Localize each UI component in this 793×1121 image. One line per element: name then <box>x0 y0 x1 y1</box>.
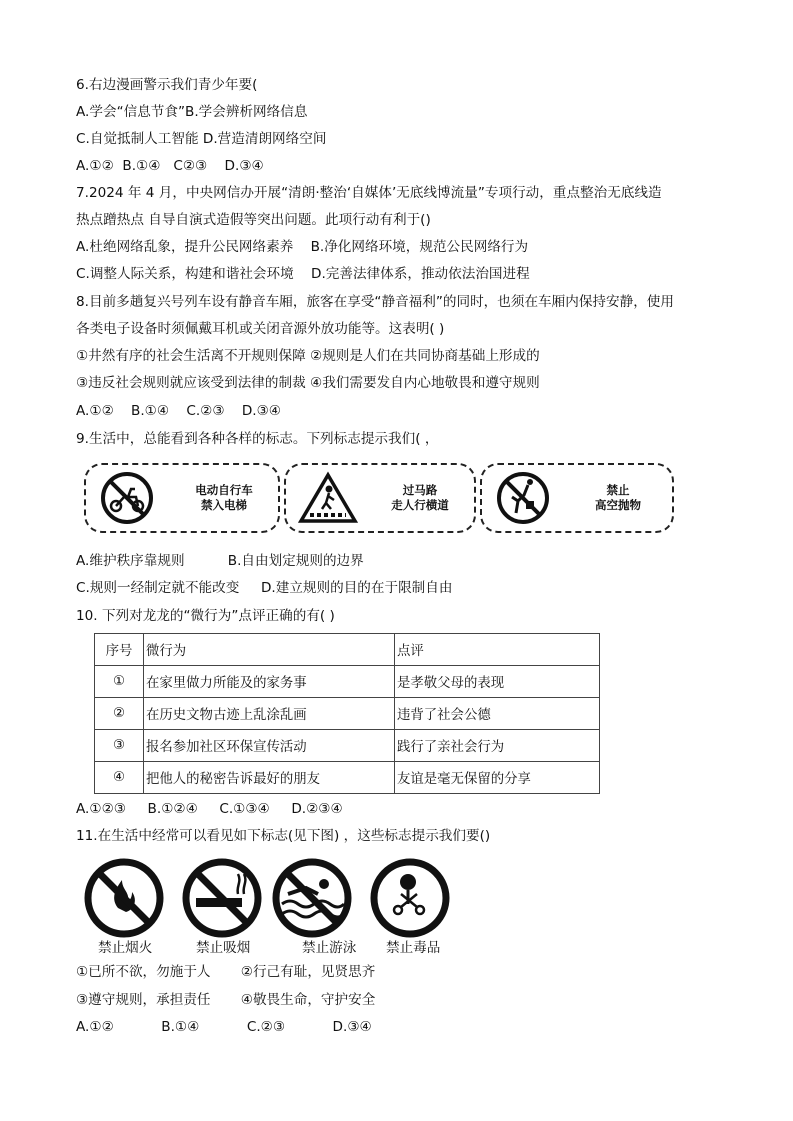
sign2-line1: 过马路 <box>402 483 438 497</box>
no-swimming-icon <box>276 862 348 934</box>
table-row <box>95 762 600 794</box>
table-row <box>95 698 600 730</box>
q9-sign-row <box>84 463 674 535</box>
sign3-line2: 高空抛物 <box>595 498 641 512</box>
row-number: ④ <box>95 762 144 794</box>
table-row <box>95 730 600 762</box>
no-throwing-icon <box>494 471 552 525</box>
no-fire-icon <box>88 862 160 934</box>
label-no-swimming: 禁止游泳 <box>302 940 357 956</box>
row-comment: 违背了社会公德 <box>395 698 600 730</box>
q8-answers: A.①② B.①④ C.②③ D.③④ <box>76 403 281 419</box>
q10-table <box>94 633 600 794</box>
q7-stem-line2: 热点蹭热点 自导自演式造假等突出问题。此项行动有利于() <box>76 212 431 228</box>
q11-statements-34: ③遵守规则，承担责任 ④敬畏生命，守护安全 <box>76 992 376 1008</box>
q7-option-cd: C.调整人际关系，构建和谐社会环境 D.完善法律体系，推动依法治国进程 <box>76 266 530 282</box>
row-comment: 是孝敬父母的表现 <box>395 666 600 698</box>
q11-statements-12: ①已所不欲，勿施于人 ②行己有耻，见贤思齐 <box>76 964 376 980</box>
sign-no-throwing <box>480 463 674 533</box>
label-no-smoking: 禁止吸烟 <box>196 940 251 956</box>
no-smoking-icon <box>186 862 258 934</box>
q6-option-ab: A.学会“信息节食”B.学会辨析网络信息 <box>76 104 308 120</box>
q8-stem-line1: 8.目前多趟复兴号列车设有静音车厢，旅客在享受“静音福利”的同时，也须在车厢内保持安静，使用 <box>76 294 674 310</box>
sign3-line1: 禁止 <box>606 483 630 497</box>
q11-sign-row <box>82 858 462 938</box>
q10-stem: 10. 下列对龙龙的“微行为”点评正确的有( ) <box>76 608 335 624</box>
label-no-drugs: 禁止毒品 <box>386 940 441 956</box>
sign1-line1: 电动自行车 <box>195 483 253 497</box>
row-comment: 友谊是毫无保留的分享 <box>395 762 600 794</box>
q8-stem-line2: 各类电子设备时须佩戴耳机或关闭音源外放功能等。这表明( ) <box>76 321 445 337</box>
sign-no-ebike-elevator <box>84 463 280 533</box>
q7-option-ab: A.杜绝网络乱象，提升公民网络素养 B.净化网络环境，规范公民网络行为 <box>76 239 529 255</box>
q6-stem: 6.右边漫画警示我们青少年要( <box>76 77 258 93</box>
no-drugs-icon <box>374 862 446 934</box>
header-behavior: 微行为 <box>144 634 395 666</box>
row-comment: 践行了亲社会行为 <box>395 730 600 762</box>
q9-stem: 9.生活中，总能看到各种各样的标志。下列标志提示我们( ， <box>76 431 439 447</box>
row-number: ② <box>95 698 144 730</box>
q8-statements-12: ①井然有序的社会生活离不开规则保障 ②规则是人们在共同协商基础上形成的 <box>76 348 540 364</box>
q7-stem-line1: 7.2024 年 4 月，中央网信办开展“清朗·整治‘自媒体’无底线博流量”专项行动，重点整治无底线造 <box>76 185 662 201</box>
row-number: ① <box>95 666 144 698</box>
row-behavior: 把他人的秘密告诉最好的朋友 <box>144 762 395 794</box>
q9-option-cd: C.规则一经制定就不能改变 D.建立规则的目的在于限制自由 <box>76 580 453 596</box>
q11-answers: A.①② B.①④ C.②③ D.③④ <box>76 1019 372 1035</box>
q9-option-ab: A.维护秩序靠规则 B.自由划定规则的边界 <box>76 553 364 569</box>
row-number: ③ <box>95 730 144 762</box>
crosswalk-icon <box>298 471 358 525</box>
header-number: 序号 <box>95 634 144 666</box>
q10-answers: A.①②③ B.①②④ C.①③④ D.②③④ <box>76 801 343 817</box>
q6-answers: A.①② B.①④ C②③ D.③④ <box>76 158 264 174</box>
sign2-line2: 走人行横道 <box>391 498 449 512</box>
row-behavior: 报名参加社区环保宣传活动 <box>144 730 395 762</box>
no-ebike-icon <box>98 471 156 525</box>
header-comment: 点评 <box>395 634 600 666</box>
q6-option-cd: C.自觉抵制人工智能 D.营造清朗网络空间 <box>76 131 327 147</box>
sign-crosswalk <box>284 463 476 533</box>
table-row <box>95 666 600 698</box>
row-behavior: 在历史文物古迹上乱涂乱画 <box>144 698 395 730</box>
sign1-line2: 禁入电梯 <box>201 498 247 512</box>
q8-statements-34: ③违反社会规则就应该受到法律的制裁 ④我们需要发自内心地敬畏和遵守规则 <box>76 375 540 391</box>
row-behavior: 在家里做力所能及的家务事 <box>144 666 395 698</box>
table-header-row <box>95 634 600 666</box>
label-no-fire: 禁止烟火 <box>98 940 153 956</box>
q11-stem: 11.在生活中经常可以看见如下标志(见下图) ，这些标志提示我们要() <box>76 828 491 844</box>
